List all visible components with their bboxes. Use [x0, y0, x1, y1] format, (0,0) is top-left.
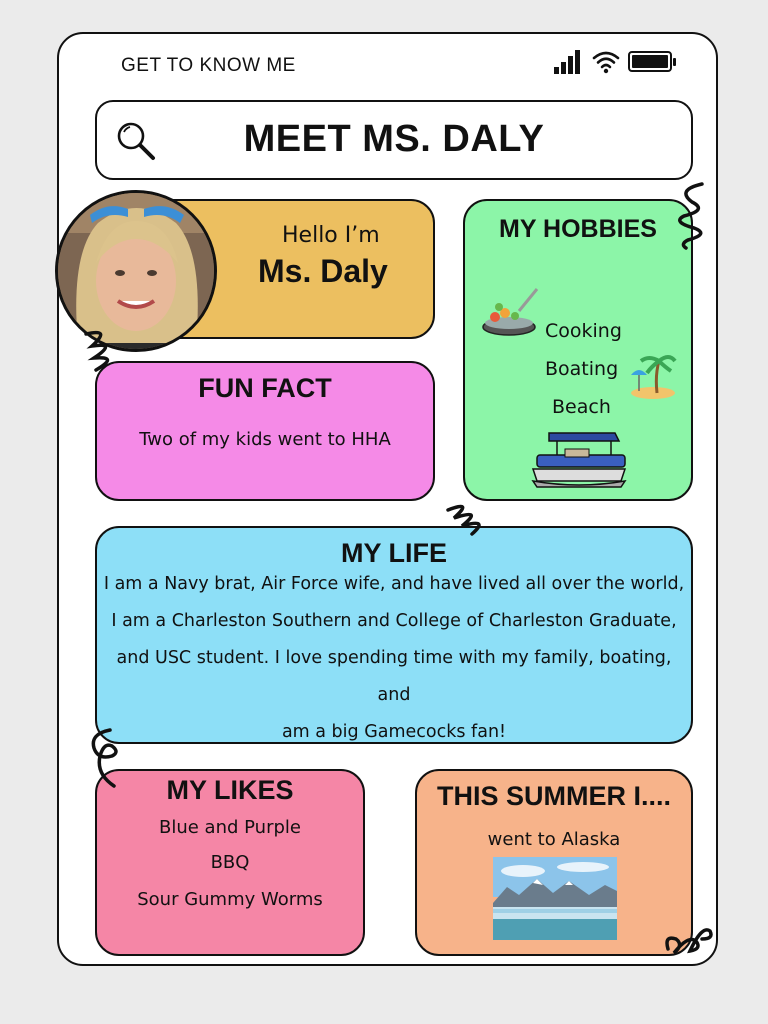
teacher-name: Ms. Daly	[258, 253, 388, 289]
squiggle-decoration	[444, 500, 496, 540]
summer-title: THIS SUMMER I....	[436, 781, 671, 811]
hobby-item: Cooking	[545, 320, 622, 342]
hobby-item: Boating	[545, 358, 619, 380]
summer-card	[415, 769, 693, 956]
search-bar[interactable]	[95, 100, 693, 180]
battery-icon	[628, 51, 672, 72]
fun-fact-text: Two of my kids went to HHA	[139, 429, 391, 450]
alaska-glacier-photo	[493, 857, 617, 940]
my-life-line: I am a Charleston Southern and College of Charleston Graduate,	[111, 611, 677, 631]
beach-palm-icon	[627, 351, 677, 401]
hobbies-card	[463, 199, 693, 501]
squiggle-decoration	[672, 180, 712, 250]
my-life-card	[95, 526, 693, 744]
fun-fact-card	[95, 361, 435, 501]
like-item: Sour Gummy Worms	[137, 889, 323, 910]
pontoon-boat-icon	[529, 429, 629, 493]
hobbies-title: MY HOBBIES	[499, 215, 657, 243]
my-life-title: MY LIFE	[340, 538, 447, 568]
my-life-line: I am a Navy brat, Air Force wife, and have lived all over the world,	[103, 574, 685, 594]
squiggle-decoration	[86, 726, 126, 790]
my-life-line: am a big Gamecocks fan!	[281, 722, 507, 742]
squiggle-decoration	[82, 326, 128, 376]
avatar	[55, 190, 217, 352]
squiggle-decoration	[662, 905, 714, 961]
my-life-line: and USC student. I love spending time with my family, boating, and	[116, 648, 672, 705]
page-title: MEET MS. DALY	[243, 118, 545, 160]
likes-title: MY LIKES	[166, 775, 294, 805]
cooking-pan-icon	[481, 283, 541, 343]
wifi-icon	[592, 50, 620, 74]
like-item: Blue and Purple	[159, 817, 301, 838]
status-bar-label: GET TO KNOW ME	[121, 55, 296, 76]
summer-text: went to Alaska	[487, 829, 621, 850]
like-item: BBQ	[210, 852, 250, 873]
hobby-item: Beach	[552, 396, 611, 418]
my-life-text	[101, 566, 687, 751]
fun-fact-title: FUN FACT	[198, 373, 332, 403]
signal-icon	[554, 50, 584, 74]
greeting-text: Hello I’m	[282, 223, 380, 248]
likes-card	[95, 769, 365, 956]
